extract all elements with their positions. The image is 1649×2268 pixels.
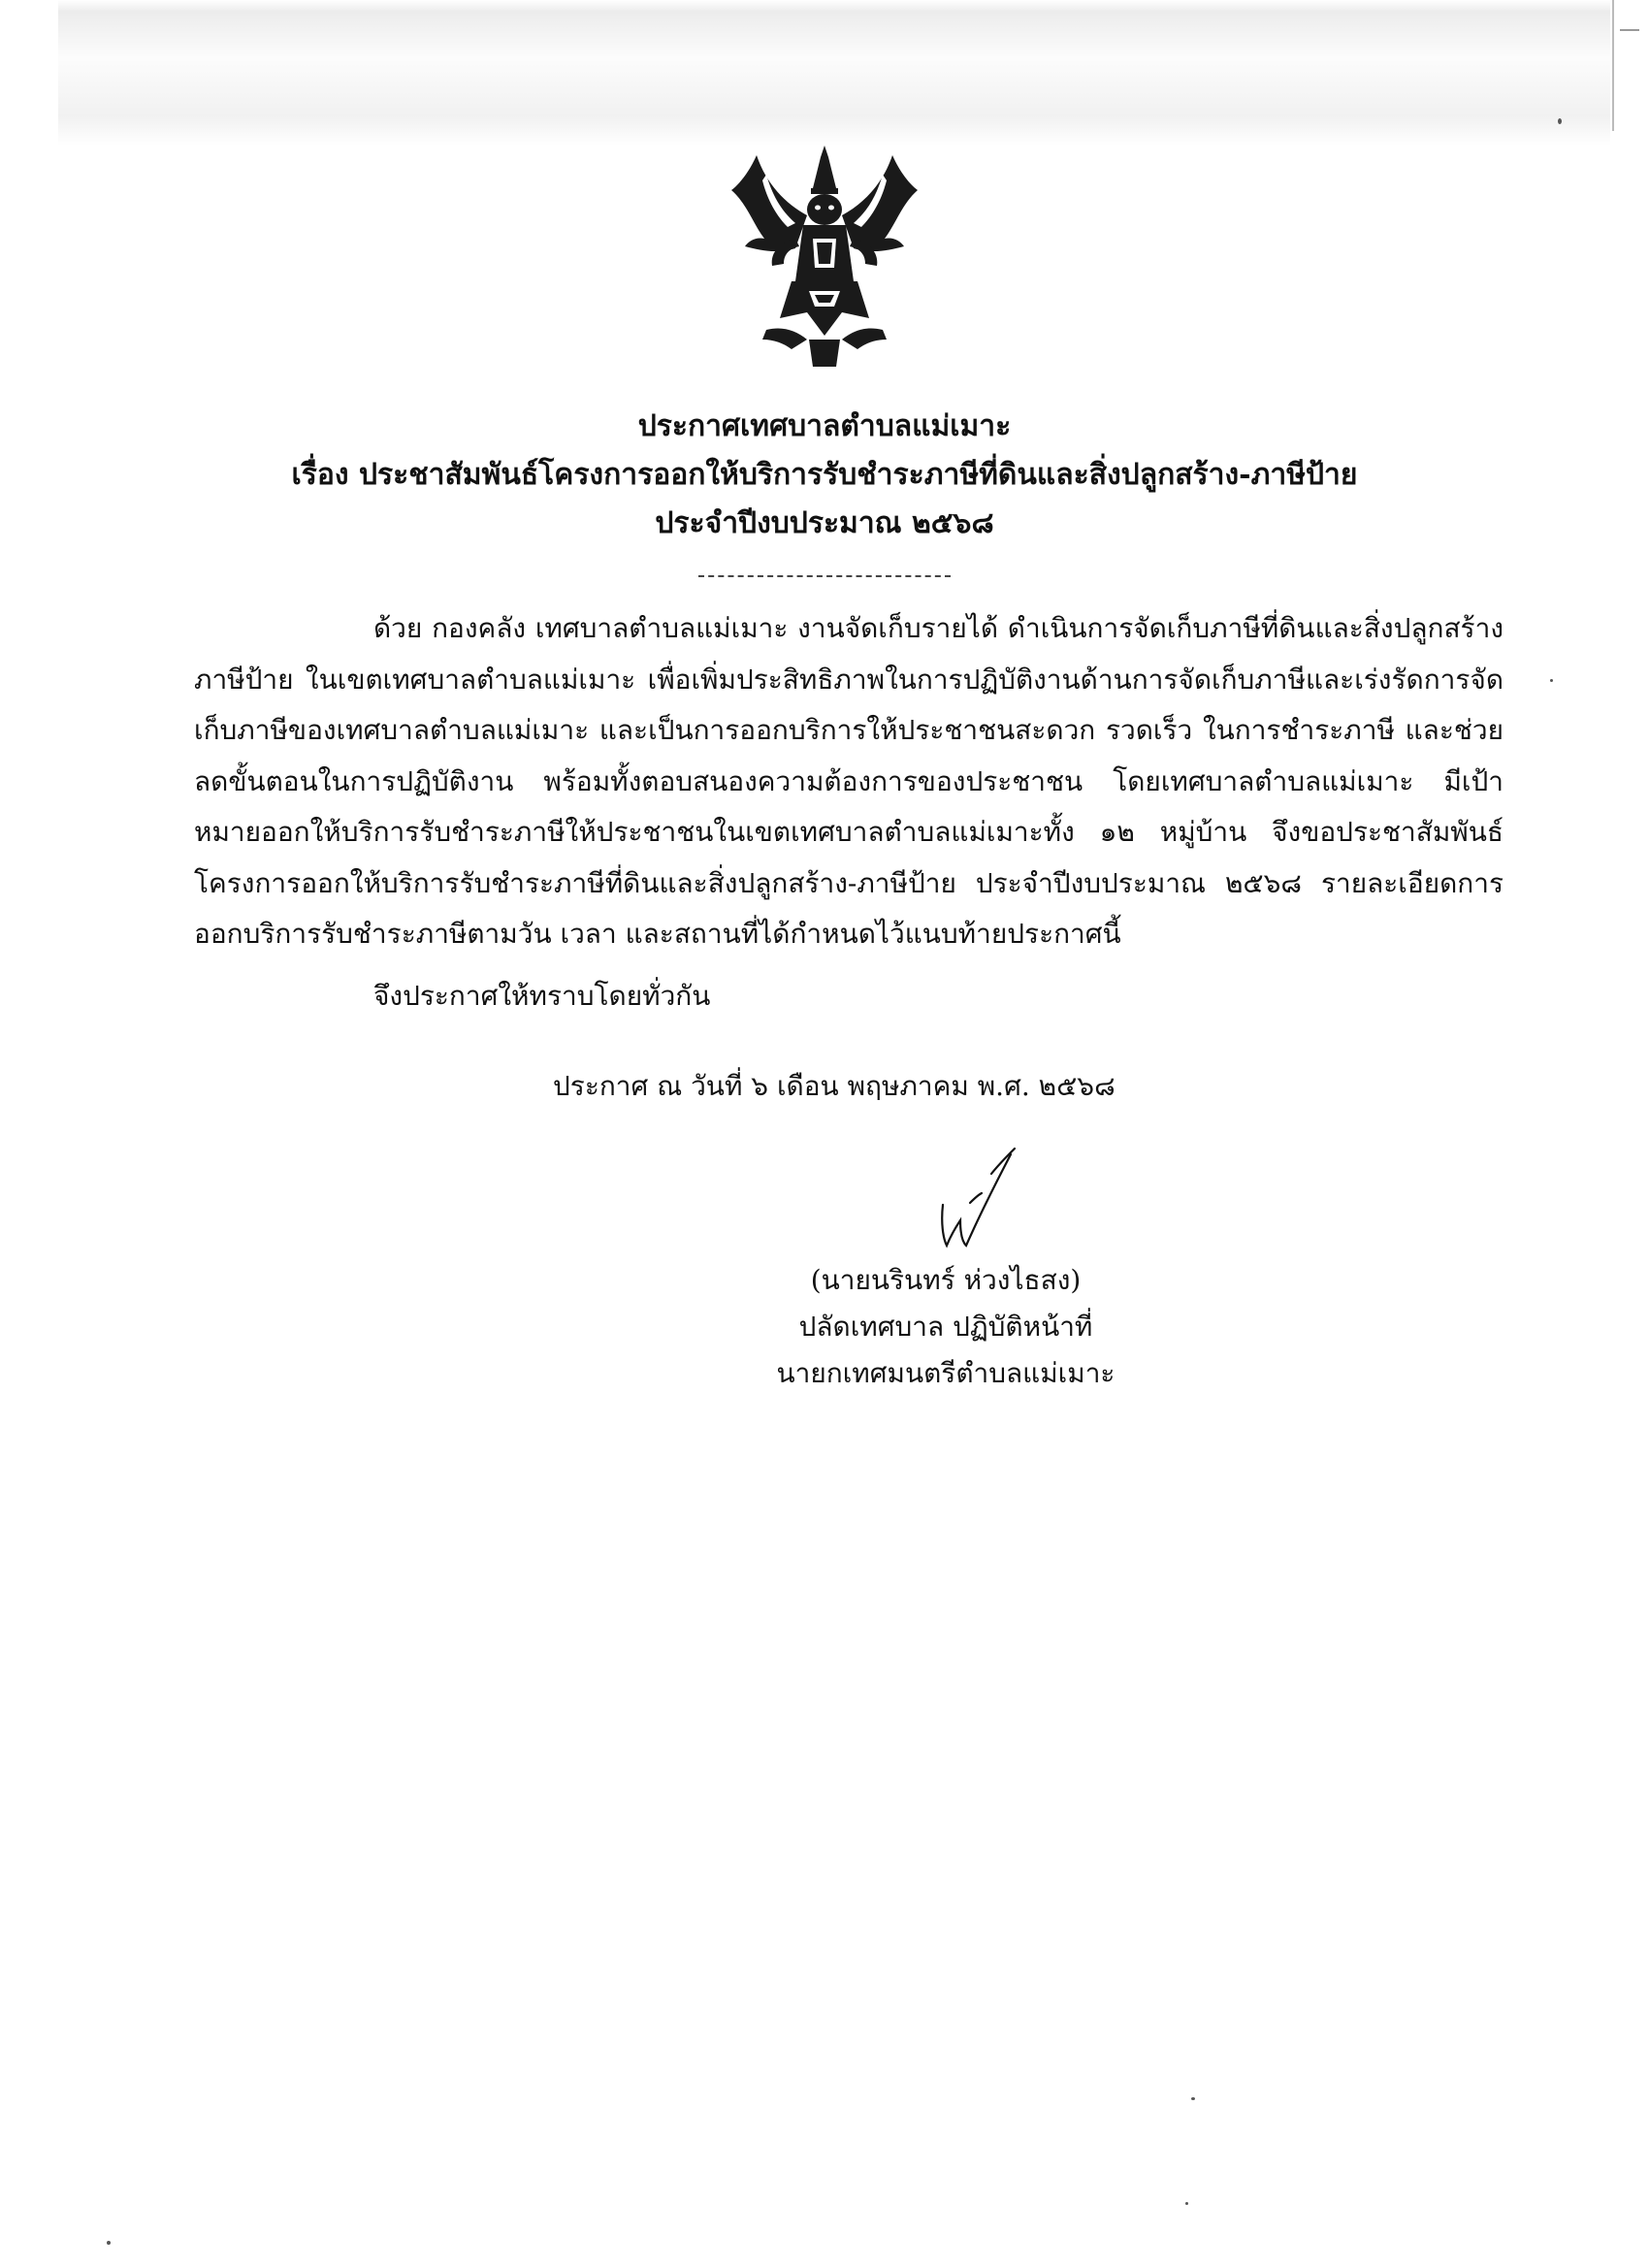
scan-speck	[107, 2241, 111, 2245]
announcement-heading	[0, 403, 1649, 548]
signatory-name: (นายนรินทร์ ห่วงไธสง)	[810, 1264, 1082, 1296]
signatory-block	[766, 1257, 1125, 1397]
scan-header-strip	[58, 0, 1610, 146]
announcement-body: ด้วย กองคลัง เทศบาลตำบลแม่เมาะ งานจัดเก็บรายได้ ดำเนินการจัดเก็บภาษีที่ดินและสิ่งปลูกสร้าง ภาษีป้าย ในเขตเทศบาลตำบลแม่เมาะ เพื่อเพิ่มประสิทธิภาพในการปฏิบัติงานด้านการจัดเก็บภาษีและเร่งรัดการจัดเก็บภาษีของเทศบาลตำบลแม่เมาะ และเป็นการออกบริการให้ประชาชนสะดวก รวดเร็ว ในการชำระภาษี และช่วยลดขั้นตอนในการปฏิบัติงาน พร้อมทั้งตอบสนองความต้องการของประชาชน โดยเทศบาลตำบลแม่เมาะ มีเป้าหมายออกให้บริการรับชำระภาษีให้ประชาชนในเขตเทศบาลตำบลแม่เมาะทั้ง ๑๒ หมู่บ้าน จึงขอประชาสัมพันธ์โครงการออกให้บริการรับชำระภาษีที่ดินและสิ่งปลูกสร้าง-ภาษีป้าย ประจำปีงบประมาณ ๒๕๖๘ รายละเอียดการออกบริการรับชำระภาษีตามวัน เวลา และสถานที่ได้กำหนดไว้แนบท้ายประกาศนี้	[194, 612, 1504, 950]
announcement-fiscal-year: ประจำปีงบประมาณ ๒๕๖๘	[655, 506, 994, 540]
scan-speck	[1185, 2202, 1188, 2205]
signatory-acting-as: นายกเทศมนตรีตำบลแม่เมาะ	[776, 1357, 1116, 1389]
scan-speck	[1191, 2097, 1195, 2100]
signatory-position: ปลัดเทศบาล ปฏิบัติหน้าที่	[798, 1311, 1093, 1343]
scan-speck	[1550, 679, 1553, 682]
scan-edge-line	[1612, 0, 1614, 131]
announcement-date: ประกาศ ณ วันที่ ๖ เดือน พฤษภาคม พ.ศ. ๒๕๖๘	[553, 1070, 1116, 1102]
signature-image	[931, 1145, 1038, 1251]
scan-speck	[1558, 118, 1562, 124]
announcement-title: ประกาศเทศบาลตำบลแม่เมาะ	[637, 409, 1012, 443]
garuda-emblem-icon	[728, 146, 922, 367]
title-divider	[698, 575, 951, 577]
announcement-closing: จึงประกาศให้ทราบโดยทั่วกัน	[373, 980, 711, 1012]
announcement-subject: เรื่อง ประชาสัมพันธ์โครงการออกให้บริการรับชำระภาษีที่ดินและสิ่งปลูกสร้าง-ภาษีป้าย	[291, 458, 1358, 492]
scan-edge-mark	[1620, 29, 1639, 31]
